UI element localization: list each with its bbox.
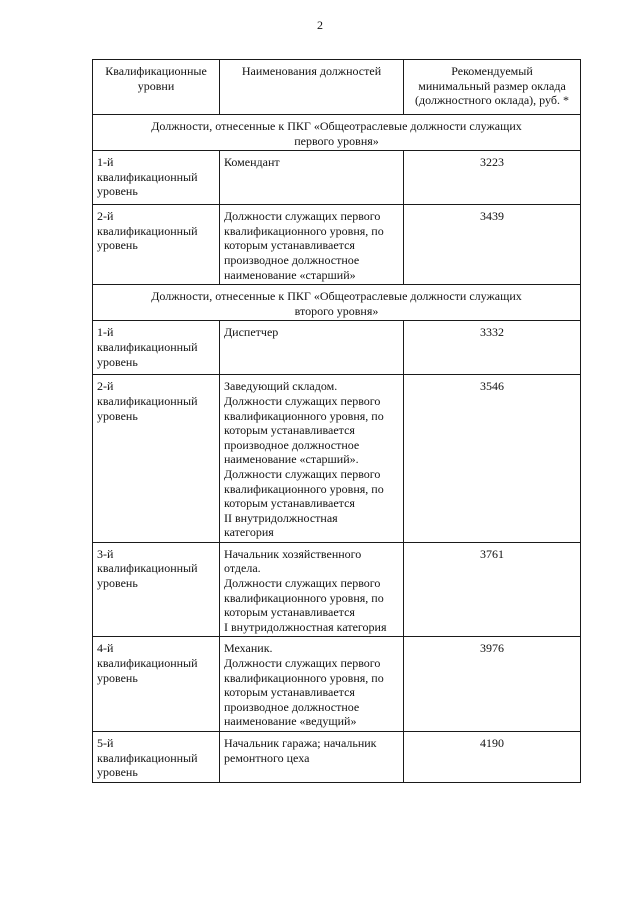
salary-cell: 3761 — [404, 542, 581, 637]
table-row — [93, 205, 581, 285]
salary-cell: 3976 — [404, 637, 581, 732]
positions-cell: Должности служащих первого квалификационного уровня, по которым устанавливается производное должностное наименование «старший» — [220, 205, 404, 285]
positions-cell: Начальник хозяйственного отдела. Должности служащих первого квалификационного уровня, по которым устанавливается I внутридолжностная категория — [220, 542, 404, 637]
header-levels: Квалификационные уровни — [93, 60, 220, 115]
group-header-row — [93, 115, 581, 151]
group-header-row — [93, 285, 581, 321]
table-row — [93, 732, 581, 783]
salary-cell: 3546 — [404, 375, 581, 543]
level-cell: 1-й квалификационный уровень — [93, 151, 220, 205]
table-row — [93, 375, 581, 543]
header-positions: Наименования должностей — [220, 60, 404, 115]
table-body — [93, 115, 581, 783]
level-cell: 1-й квалификационный уровень — [93, 321, 220, 375]
salary-cell: 3439 — [404, 205, 581, 285]
group-title-first-level: Должности, отнесенные к ПКГ «Общеотраслевые должности служащих первого уровня» — [93, 115, 581, 151]
salary-cell: 3223 — [404, 151, 581, 205]
salary-table — [92, 59, 581, 783]
level-cell: 4-й квалификационный уровень — [93, 637, 220, 732]
table-row — [93, 637, 581, 732]
positions-cell: Диспетчер — [220, 321, 404, 375]
table-row — [93, 151, 581, 205]
group-title-second-level: Должности, отнесенные к ПКГ «Общеотраслевые должности служащих второго уровня» — [93, 285, 581, 321]
positions-cell: Механик. Должности служащих первого квалификационного уровня, по которым устанавливается производное должностное наименование «ведущий» — [220, 637, 404, 732]
level-cell: 3-й квалификационный уровень — [93, 542, 220, 637]
positions-cell: Начальник гаража; начальник ремонтного цеха — [220, 732, 404, 783]
level-cell: 2-й квалификационный уровень — [93, 205, 220, 285]
header-row — [93, 60, 581, 115]
level-cell: 2-й квалификационный уровень — [93, 375, 220, 543]
level-cell: 5-й квалификационный уровень — [93, 732, 220, 783]
header-salary: Рекомендуемый минимальный размер оклада (должностного оклада), руб. * — [404, 60, 581, 115]
table-header — [93, 60, 581, 115]
table-row — [93, 321, 581, 375]
salary-cell: 3332 — [404, 321, 581, 375]
table-row — [93, 542, 581, 637]
page-number: 2 — [317, 18, 323, 32]
salary-cell: 4190 — [404, 732, 581, 783]
positions-cell: Комендант — [220, 151, 404, 205]
positions-cell: Заведующий складом. Должности служащих первого квалификационного уровня, по которым устанавливается производное должностное наименование «старший». Должности служащих первого квалификационного уровня, по которым устанавливается II внутридолжностная категория — [220, 375, 404, 543]
